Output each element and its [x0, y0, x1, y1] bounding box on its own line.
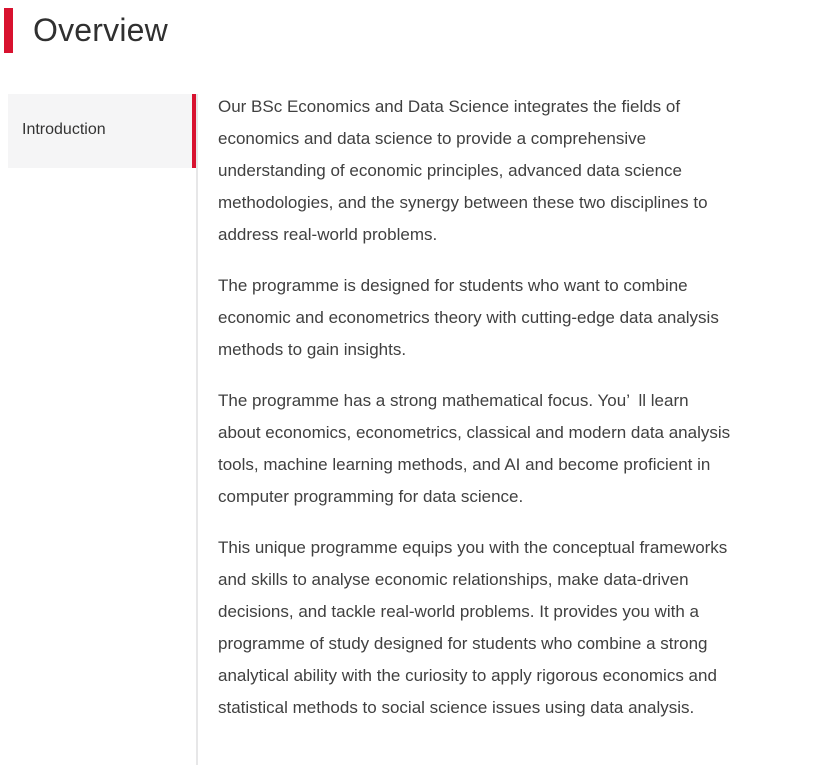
header-accent-bar — [4, 8, 13, 53]
intro-paragraph-2: The programme is designed for students who want to combine economic and econometrics theory with cutting-edge data analysis methods to gain insights. — [218, 276, 719, 359]
content-area — [0, 94, 813, 765]
page-title: Overview — [33, 12, 168, 48]
section-nav — [0, 94, 196, 765]
nav-item-label: Introduction — [22, 121, 106, 138]
nav-item-introduction[interactable] — [8, 94, 196, 168]
page-header — [0, 0, 813, 53]
intro-paragraph-3: The programme has a strong mathematical focus. You’ ll learn about economics, econometrics, classical and modern data analysis tools, machine learning methods, and AI and become proficient in computer programming for data science. — [218, 391, 731, 506]
intro-paragraph-4: This unique programme equips you with the conceptual frameworks and skills to analyse economic relationships, make data-driven decisions, and tackle real-world problems. It provides you with a programme of study designed for students who combine a strong analytical ability with the curiosity to apply rigorous economics and statistical methods to social science issues using data analysis. — [218, 538, 728, 717]
intro-paragraph-1: Our BSc Economics and Data Science integrates the fields of economics and data science to provide a comprehensive understanding of economic principles, advanced data science methodologies, and the synergy between these two disciplines to address real-world problems. — [218, 97, 708, 244]
main-content — [196, 94, 813, 765]
